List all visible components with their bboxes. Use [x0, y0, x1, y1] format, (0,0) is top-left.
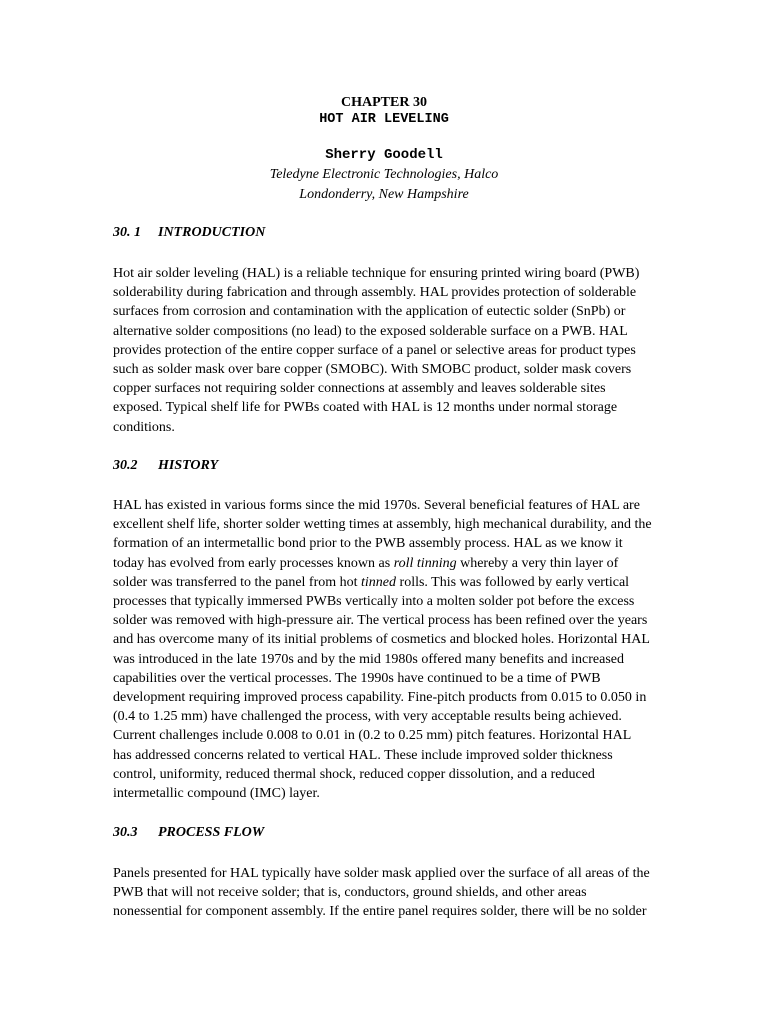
author-name: Sherry Goodell	[325, 147, 443, 163]
chapter-number: CHAPTER 30	[341, 95, 427, 110]
text-line: control, uniformity, reduced thermal shock, reduced copper dissolution, and a reduced	[113, 766, 595, 782]
text-line: capabilities over the vertical processes. The 1990s have continued to be a time of PWB	[113, 670, 601, 686]
text-line: Current challenges include 0.008 to 0.01 in (0.2 to 0.25 mm) pitch features. Horizontal HAL	[113, 728, 632, 744]
text-segment: today has evolved from early processes known as	[113, 555, 394, 571]
text-line: development requiring improved process capability. Fine-pitch products from 0.015 to 0.050 in	[113, 690, 647, 706]
text-line: nonessential for component assembly. If the entire panel requires solder, there will be no solder	[113, 904, 647, 920]
chapter-title: HOT AIR LEVELING	[319, 112, 449, 127]
text-segment: rolls. This was followed by early vertical	[396, 574, 630, 590]
author-affiliation: Teledyne Electronic Technologies, Halco	[269, 167, 499, 182]
paragraph-history	[113, 496, 673, 803]
text-line	[113, 573, 673, 592]
text-line: solder was removed with high-pressure air. The vertical process has been refined over the years	[113, 613, 648, 629]
text-line: conditions.	[113, 419, 175, 435]
text-line: exposed. Typical shelf life for PWBs coated with HAL is 12 months under normal storage	[113, 400, 618, 416]
text-line: provides protection of the entire copper surface of a panel or selective areas for product types	[113, 342, 636, 358]
paragraph-introduction	[113, 264, 673, 437]
text-line: and has overcome many of its initial problems of cosmetics and blocked holes. Horizontal HAL	[113, 632, 650, 648]
text-line: was introduced in the late 1970s and by the mid 1980s offered many benefits and increased	[113, 651, 624, 667]
author-location: Londonderry, New Hampshire	[299, 187, 469, 202]
text-line: such as solder mask over bare copper (SMOBC). With SMOBC product, solder mask covers	[113, 362, 632, 378]
section-number: 30.2	[113, 458, 138, 473]
section-title: INTRODUCTION	[158, 225, 266, 240]
text-line: surfaces from corrosion and contamination with the application of eutectic solder (SnPb) or	[113, 304, 626, 320]
text-line: intermetallic compound (IMC) layer.	[113, 786, 320, 802]
text-line: (0.4 to 1.25 mm) have challenged the process, with very acceptable results being achieved.	[113, 709, 622, 725]
italic-term-roll-tinning: roll tinning	[393, 555, 457, 571]
section-heading-history	[113, 458, 218, 474]
paragraph-process-flow	[113, 864, 673, 922]
section-title: HISTORY	[158, 458, 219, 473]
text-segment: solder was transferred to the panel from hot	[113, 574, 362, 590]
text-line: Hot air solder leveling (HAL) is a reliable technique for ensuring printed wiring board (PWB)	[113, 266, 640, 281]
section-number: 30. 1	[113, 225, 141, 240]
text-line: excellent shelf life, shorter solder wetting times at assembly, high mechanical durability, and the	[113, 517, 652, 533]
text-line: processes that typically immersed PWBs vertically into a molten solder pot before the excess	[113, 594, 635, 610]
text-line: Panels presented for HAL typically have solder mask applied over the surface of all areas of the	[113, 866, 650, 881]
text-line: solderability during fabrication and through assembly. HAL provides protection of solderable	[113, 285, 637, 301]
text-line: alternative solder compositions (no lead) to the exposed solderable surface on a PWB. HAL	[113, 323, 628, 339]
section-heading-process-flow	[113, 825, 264, 841]
text-line: has addressed concerns related to vertical HAL. These include improved solder thickness	[113, 747, 613, 763]
text-segment: whereby a very thin layer of	[456, 555, 619, 571]
italic-term-tinned: tinned	[361, 574, 397, 590]
text-line: HAL has existed in various forms since the mid 1970s. Several beneficial features of HAL are	[113, 498, 640, 513]
section-number: 30.3	[113, 825, 138, 840]
text-line: copper surfaces not requiring solder connections at assembly and leaves solderable sites	[113, 381, 606, 397]
text-line: PWB that will not receive solder; that is, conductors, ground shields, and other areas	[113, 885, 587, 901]
text-line	[113, 554, 673, 573]
section-heading-introduction	[113, 225, 265, 241]
section-title: PROCESS FLOW	[158, 825, 265, 840]
text-line: formation of an intermetallic bond prior to the PWB assembly process. HAL as we know it	[113, 536, 623, 552]
